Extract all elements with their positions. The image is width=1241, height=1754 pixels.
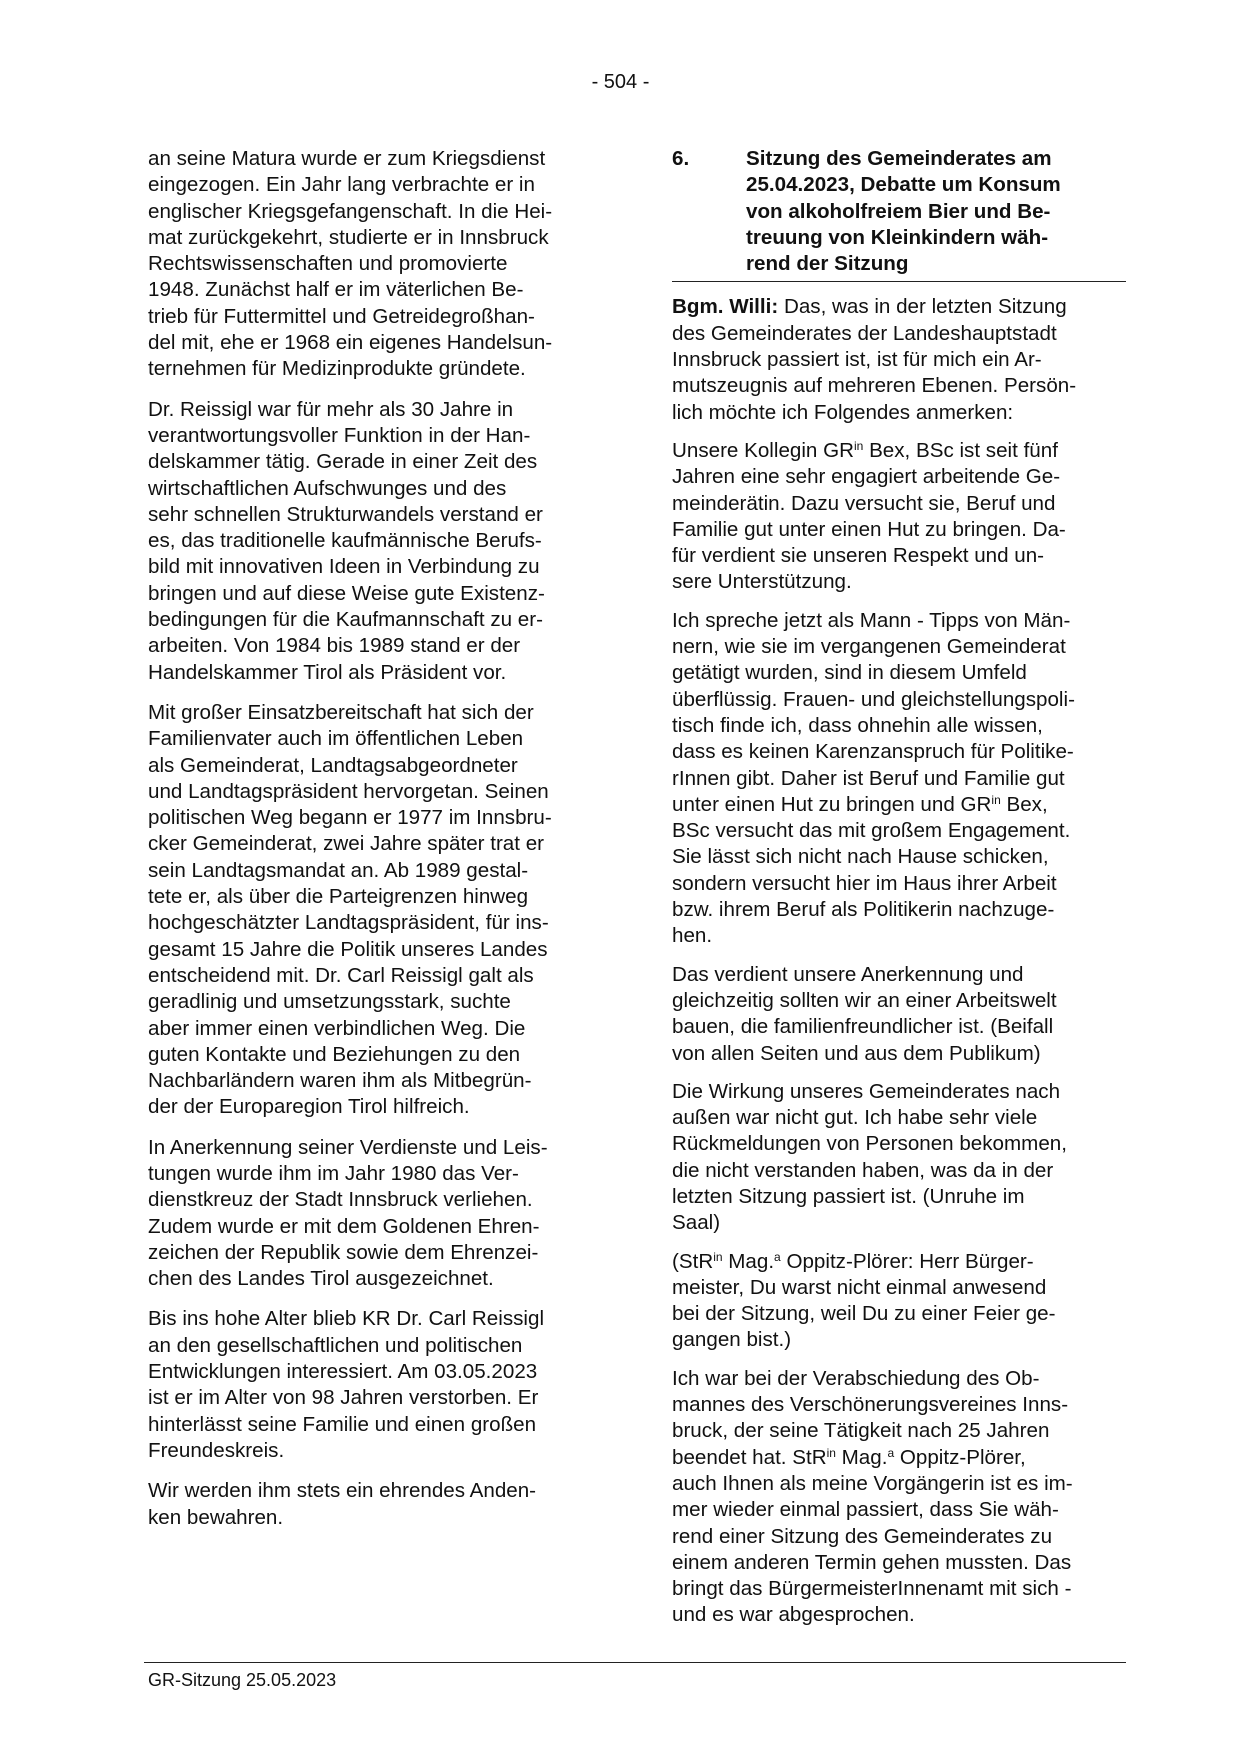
text-line: Oppitz-Plörer, [894, 1445, 1026, 1469]
text-line: Entwicklungen interessiert. Am 03.05.2023 [148, 1360, 538, 1384]
text-line: delskammer tätig. Gerade in einer Zeit des [148, 450, 538, 474]
text-line: geradlinig und umsetzungsstark, suchte [148, 990, 511, 1014]
title-line: rend der Sitzung [746, 252, 909, 276]
superscript: in [854, 438, 864, 453]
text-line: Ich war bei der Verabschiedung des Ob- [672, 1366, 1040, 1390]
left-column [148, 146, 600, 1545]
title-line: Sitzung des Gemeinderates am [746, 147, 1052, 170]
text-line: Bex, BSc ist seit fünf [863, 438, 1058, 462]
paragraph [148, 1135, 600, 1293]
text-line: chen des Landes Tirol ausgezeichnet. [148, 1267, 494, 1291]
text-line: von allen Seiten und aus dem Publikum) [672, 1041, 1041, 1065]
text-line: cker Gemeinderat, zwei Jahre später trat er [148, 832, 545, 856]
text-line: wirtschaftlichen Aufschwunges und des [148, 476, 507, 500]
title-line: 25.04.2023, Debatte um Konsum [746, 173, 1061, 197]
paragraph [148, 700, 600, 1121]
paragraph [672, 1366, 1126, 1629]
text-line: sondern versucht hier im Haus ihrer Arbeit [672, 871, 1057, 895]
text-line: die nicht verstanden haben, was da in der [672, 1158, 1054, 1182]
text-line: ist er im Alter von 98 Jahren verstorben. Er [148, 1386, 539, 1410]
text-line: Wir werden ihm stets ein ehrendes Anden- [148, 1479, 537, 1503]
text-line: beendet hat. StR [672, 1445, 827, 1469]
text-line: mutszeugnis auf mehreren Ebenen. Persön- [672, 374, 1077, 398]
text-line: Innsbruck passiert ist, ist für mich ein Ar- [672, 348, 1042, 372]
text-line: Familienvater auch im öffentlichen Leben [148, 727, 524, 751]
text-line: mer wieder einmal passiert, dass Sie wäh- [672, 1498, 1059, 1522]
text-line: Bex, [1000, 792, 1048, 816]
text-line: des Gemeinderates der Landeshauptstadt [672, 321, 1057, 345]
text-line: Das verdient unsere Anerkennung und [672, 962, 1024, 986]
text-line: dass es keinen Karenzanspruch für Politike- [672, 740, 1074, 764]
text-line: gangen bist.) [672, 1328, 792, 1352]
footer-text: GR-Sitzung 25.05.2023 [148, 1670, 337, 1690]
text-line: gesamt 15 Jahre die Politik unseres Landes [148, 937, 548, 961]
text-line: rend einer Sitzung des Gemeinderates zu [672, 1524, 1053, 1548]
text-line: (StR [672, 1249, 714, 1273]
text-line: Freundeskreis. [148, 1438, 285, 1462]
superscript: a [887, 1445, 895, 1460]
text-line: bringen und auf diese Weise gute Existenz- [148, 581, 545, 605]
text-line: Familie gut unter einen Hut zu bringen. Da- [672, 517, 1066, 541]
text-line: einem anderen Termin gehen mussten. Das [672, 1550, 1072, 1574]
text-line: als Gemeinderat, Landtagsabgeordneter [148, 753, 518, 777]
title-line: von alkoholfreiem Bier und Be- [746, 199, 1051, 223]
section-heading [672, 146, 1126, 282]
paragraph [672, 1079, 1126, 1237]
page-number: - 504 - [591, 71, 650, 93]
text-line: bedingungen für die Kaufmannschaft zu er- [148, 608, 543, 632]
paragraph [148, 146, 600, 383]
text-line: hochgeschätzter Landtagspräsident, für ins- [148, 911, 549, 935]
superscript: in [826, 1445, 836, 1460]
speaker-label: Bgm. Willi: [672, 295, 779, 319]
text-line: ternehmen für Medizinprodukte gründete. [148, 357, 526, 381]
text-line: bringt das BürgermeisterInnenamt mit sich - [672, 1577, 1072, 1601]
text-line: tete er, als über die Parteigrenzen hinweg [148, 885, 529, 909]
text-line: Mag. [835, 1445, 888, 1469]
text-line: mat zurückgekehrt, studierte er in Innsbruck [148, 225, 549, 249]
text-line: rInnen gibt. Daher ist Beruf und Familie gut [672, 766, 1065, 790]
text-line: Sie lässt sich nicht nach Hause schicken, [672, 845, 1049, 869]
text-line: 1948. Zunächst half er im väterlichen Be- [148, 278, 524, 302]
text-line: lich möchte ich Folgendes anmerken: [672, 400, 1014, 424]
text-line: für verdient sie unseren Respekt und un- [672, 544, 1045, 568]
text-line: Ich spreche jetzt als Mann - Tipps von Män- [672, 608, 1071, 632]
text-line: del mit, ehe er 1968 ein eigenes Handelsun- [148, 331, 553, 355]
text-line: bauen, die familienfreundlicher ist. (Beifall [672, 1015, 1054, 1039]
paragraph [672, 1249, 1126, 1354]
text-line: außen war nicht gut. Ich habe sehr viele [672, 1106, 1038, 1130]
text-line: guten Kontakte und Beziehungen zu den [148, 1042, 521, 1066]
paragraph [672, 438, 1126, 596]
paragraph [148, 1306, 600, 1464]
text-line: tisch finde ich, dass ohnehin alle wissen, [672, 713, 1043, 737]
text-line: Mag. [722, 1249, 775, 1273]
section-title [746, 146, 1126, 277]
text-line: bruck, der seine Tätigkeit nach 25 Jahren [672, 1419, 1050, 1443]
text-line: bzw. ihrem Beruf als Politikerin nachzuge- [672, 898, 1055, 922]
footer-divider [144, 1662, 1126, 1663]
text-line: meinderätin. Dazu versucht sie, Beruf und [672, 491, 1056, 515]
text-line: Dr. Reissigl war für mehr als 30 Jahre in [148, 397, 514, 421]
text-line: und Landtagspräsident hervorgetan. Seinen [148, 779, 549, 803]
text-line: Die Wirkung unseres Gemeinderates nach [672, 1079, 1061, 1103]
superscript: a [774, 1249, 781, 1264]
text-line: bei der Sitzung, weil Du zu einer Feier ge- [672, 1302, 1056, 1326]
text-line: Bis ins hohe Alter blieb KR Dr. Carl Reissigl [148, 1307, 545, 1331]
text-line: es, das traditionelle kaufmännische Berufs- [148, 529, 542, 553]
text-line: englischer Kriegsgefangenschaft. In die Hei- [148, 199, 553, 223]
text-line: hinterlässt seine Familie und einen großen [148, 1412, 537, 1436]
text-line: Handelskammer Tirol als Präsident vor. [148, 660, 507, 684]
paragraph [672, 608, 1126, 950]
text-line: gleichzeitig sollten wir an einer Arbeitswelt [672, 988, 1057, 1012]
text-line: Mit großer Einsatzbereitschaft hat sich der [148, 700, 534, 724]
text-line: sere Unterstützung. [672, 570, 852, 594]
text-line: mannes des Verschönerungsvereines Inns- [672, 1393, 1069, 1417]
text-line: arbeiten. Von 1984 bis 1989 stand er der [148, 634, 521, 658]
text-line: trieb für Futtermittel und Getreidegroßhan- [148, 304, 535, 328]
text-line: Oppitz-Plörer: Herr Bürger- [780, 1249, 1034, 1273]
superscript: in [713, 1249, 723, 1264]
text-line: ken bewahren. [148, 1505, 284, 1529]
text-line: auch Ihnen als meine Vorgängerin ist es im- [672, 1471, 1073, 1495]
text-line: politischen Weg begann er 1977 im Innsbru- [148, 806, 552, 830]
text-line: bild mit innovativen Ideen in Verbindung zu [148, 555, 540, 579]
text-line: Nachbarländern waren ihm als Mitbegrün- [148, 1069, 532, 1093]
text-line: unter einen Hut zu bringen und GR [672, 792, 992, 816]
title-line: treuung von Kleinkindern wäh- [746, 225, 1049, 249]
superscript: in [991, 792, 1001, 807]
paragraph [672, 294, 1126, 425]
paragraph [672, 962, 1126, 1067]
text-line: BSc versucht das mit großem Engagement. [672, 819, 1071, 843]
text-line: Zudem wurde er mit dem Goldenen Ehren- [148, 1214, 540, 1238]
text-line: meister, Du warst nicht einmal anwesend [672, 1275, 1047, 1299]
text-line: aber immer einen verbindlichen Weg. Die [148, 1016, 526, 1040]
text-line: nern, wie sie im vergangenen Gemeinderat [672, 635, 1066, 659]
paragraph [148, 397, 600, 686]
text-line: In Anerkennung seiner Verdienste und Leis- [148, 1135, 548, 1159]
text-line: letzten Sitzung passiert ist. (Unruhe im [672, 1184, 1025, 1208]
text-line: und es war abgesprochen. [672, 1603, 915, 1627]
text-line: Rückmeldungen von Personen bekommen, [672, 1132, 1067, 1156]
text-line: sein Landtagsmandat an. Ab 1989 gestal- [148, 858, 529, 882]
text-line: sehr schnellen Strukturwandels verstand er [148, 502, 543, 526]
text-line: verantwortungsvoller Funktion in der Han- [148, 423, 531, 447]
text-line: getätigt wurden, sind in diesem Umfeld [672, 661, 1027, 685]
text-line: Das, was in der letzten Sitzung [778, 295, 1067, 319]
text-line: Saal) [672, 1211, 721, 1235]
text-line: tungen wurde ihm im Jahr 1980 das Ver- [148, 1161, 519, 1185]
text-line: zeichen der Republik sowie dem Ehrenzei- [148, 1240, 539, 1264]
section-number: 6. [672, 147, 690, 170]
text-line: der der Europaregion Tirol hilfreich. [148, 1095, 470, 1119]
text-line: Unsere Kollegin GR [672, 438, 854, 462]
text-line: überflüssig. Frauen- und gleichstellungspoli- [672, 687, 1075, 711]
text-line: an den gesellschaftlichen und politischen [148, 1333, 523, 1357]
right-column [672, 146, 1126, 1641]
text-line: an seine Matura wurde er zum Kriegsdienst [148, 147, 546, 170]
paragraph [148, 1478, 600, 1531]
text-line: eingezogen. Ein Jahr lang verbrachte er in [148, 173, 535, 197]
text-line: entscheidend mit. Dr. Carl Reissigl galt als [148, 963, 534, 987]
text-line: hen. [672, 924, 713, 948]
text-line: Jahren eine sehr engagiert arbeitende Ge- [672, 465, 1061, 489]
text-line: Rechtswissenschaften und promovierte [148, 252, 508, 276]
text-line: dienstkreuz der Stadt Innsbruck verliehen. [148, 1188, 533, 1212]
